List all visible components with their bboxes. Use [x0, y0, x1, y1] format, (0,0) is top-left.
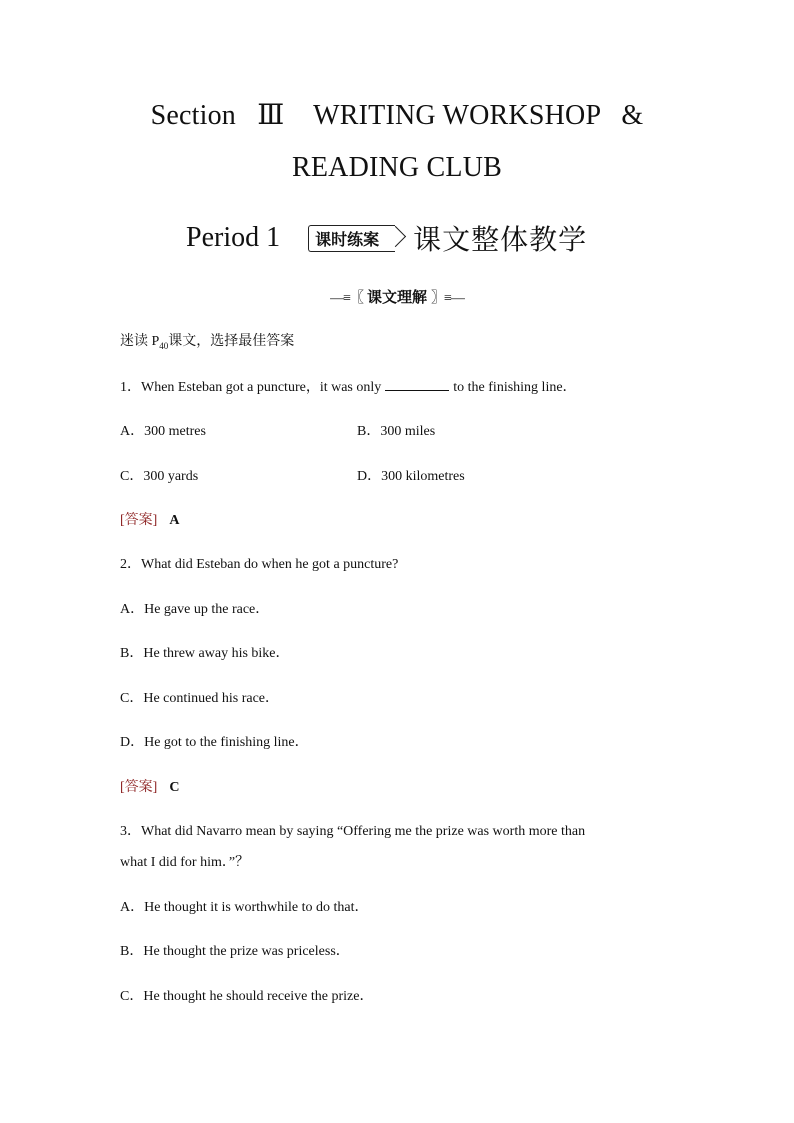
- question-1-stem-post: to the finishing line．: [453, 380, 577, 395]
- period-heading: [186, 216, 587, 260]
- title-ampersand: &: [621, 100, 644, 131]
- question-3-stem-line-2: what I did for him．”？: [120, 855, 250, 870]
- question-2-stem: 2．What did Esteban do when he got a puncture?: [120, 557, 399, 572]
- instruction-post: 课文，选择最佳答案: [168, 334, 295, 349]
- title-writing-workshop: WRITING WORKSHOP: [313, 100, 601, 131]
- question-1-option-b: B．300 miles: [357, 424, 436, 439]
- section-label: 课文理解: [366, 290, 427, 306]
- question-2-answer: [120, 776, 179, 796]
- title-line-2: READING CLUB: [291, 152, 503, 183]
- section-left-decoration: —≡〖: [330, 290, 363, 306]
- question-3-option-c: C．He thought he should receive the prize．: [120, 989, 374, 1004]
- question-2-option-b: B．He threw away his bike．: [120, 646, 290, 661]
- period-label: Period 1: [186, 222, 281, 253]
- question-3-option-a: A．He thought it is worthwhile to do that．: [120, 900, 369, 915]
- question-1-blank: [385, 378, 449, 391]
- question-2-option-a: A．He gave up the race．: [120, 602, 270, 617]
- instruction-pre: 迷读 P: [120, 334, 160, 349]
- section-right-decoration: 〗≡—: [431, 290, 464, 306]
- instruction-page-number: 40: [159, 340, 169, 351]
- period-subtitle: 课文整体教学: [413, 225, 588, 256]
- question-1-answer-value: A: [169, 513, 180, 528]
- question-2-option-d: D．He got to the finishing line．: [120, 735, 309, 750]
- lesson-tag-badge: 课时练案: [308, 225, 395, 252]
- question-1-option-a: A．300 metres: [120, 424, 206, 439]
- question-1-stem: [120, 376, 577, 396]
- question-2-answer-label: [答案]: [120, 780, 158, 795]
- question-1-option-c: C．300 yards: [120, 469, 199, 484]
- section-heading: [0, 286, 794, 307]
- question-1-stem-pre: 1．When Esteban got a puncture，it was only: [120, 380, 382, 395]
- question-2-answer-value: C: [169, 780, 180, 795]
- question-1-answer: [120, 509, 179, 529]
- question-3-stem-line-1: 3．What did Navarro mean by saying “Offering me the prize was worth more than: [120, 824, 586, 839]
- title-line-1: [0, 98, 794, 132]
- title-section-word: Section: [150, 100, 236, 131]
- instruction-text: [120, 330, 294, 351]
- question-3-option-b: B．He thought the prize was priceless．: [120, 944, 350, 959]
- title-roman-numeral: Ⅲ: [257, 100, 285, 131]
- question-1-option-d: D．300 kilometres: [357, 469, 465, 484]
- question-1-answer-label: [答案]: [120, 513, 158, 528]
- question-2-option-c: C．He continued his race．: [120, 691, 280, 706]
